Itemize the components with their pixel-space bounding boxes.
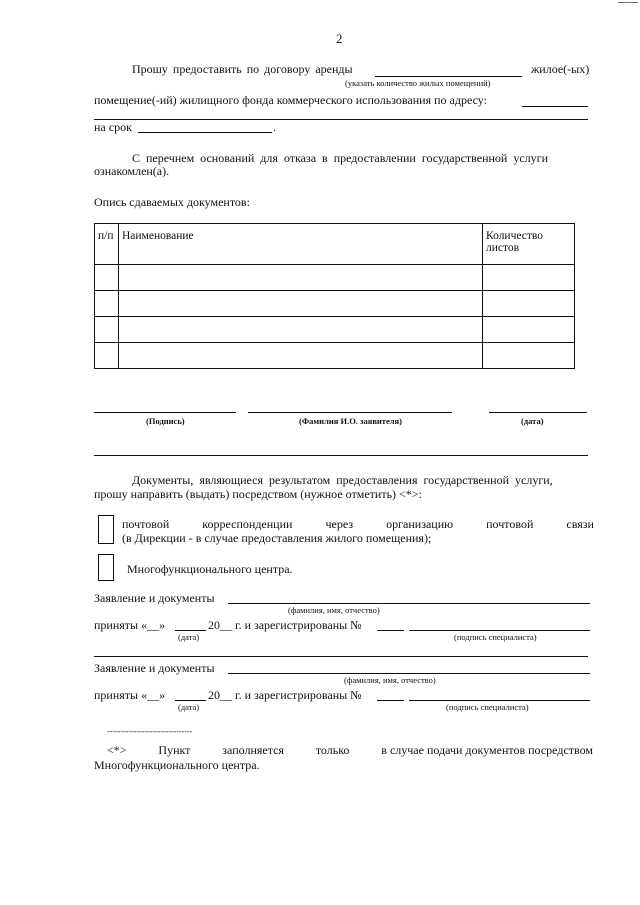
specialist-signature-field[interactable] bbox=[409, 700, 590, 701]
option1-line-2: (в Дирекции - в случае предоставления жилого помещения); bbox=[122, 531, 432, 545]
footnote-word: заполняется bbox=[222, 743, 284, 757]
footnote-line-2: Многофункционального центра. bbox=[94, 758, 260, 772]
postal-checkbox[interactable] bbox=[98, 515, 114, 544]
row-num[interactable] bbox=[95, 343, 119, 369]
row-num[interactable] bbox=[95, 265, 119, 291]
row-qty[interactable] bbox=[483, 343, 575, 369]
row-num[interactable] bbox=[95, 291, 119, 317]
option1-word: организацию bbox=[386, 517, 454, 531]
fio-hint: (Фамилия И.О. заявителя) bbox=[299, 416, 402, 426]
table-row bbox=[95, 317, 575, 343]
acceptance-label: Заявление и документы bbox=[94, 661, 215, 675]
divider-line bbox=[94, 455, 588, 456]
accepted-year-text: 20__ г. и зарегистрированы № bbox=[208, 688, 362, 702]
table-row bbox=[95, 265, 575, 291]
footnote-word: только bbox=[315, 743, 350, 757]
count-field[interactable] bbox=[375, 76, 522, 77]
row-qty[interactable] bbox=[483, 317, 575, 343]
option1-word: связи bbox=[566, 517, 594, 531]
date-hint: (дата) bbox=[521, 416, 544, 426]
acceptance-fio-hint: (фамилия, имя, отчество) bbox=[344, 675, 436, 685]
accepted-month-field[interactable] bbox=[175, 630, 206, 631]
request-line-1-end: жилое(-ых) bbox=[531, 62, 590, 76]
request-text: Прошу предоставить по договору аренды bbox=[132, 62, 353, 76]
page-number: 2 bbox=[336, 31, 343, 46]
refusal-line-1: С перечнем оснований для отказа в предоставлении государственной услуги bbox=[132, 151, 549, 165]
date-field[interactable] bbox=[489, 412, 587, 413]
option1-word: почтовой bbox=[486, 517, 534, 531]
option1-line-1 bbox=[122, 517, 594, 532]
row-name[interactable] bbox=[119, 291, 483, 317]
signature-hint: (Подпись) bbox=[146, 416, 185, 426]
inventory-table bbox=[94, 223, 575, 369]
acceptance-fio-field[interactable] bbox=[228, 603, 590, 604]
specialist-signature-field[interactable] bbox=[409, 630, 590, 631]
acceptance-divider bbox=[94, 656, 588, 657]
row-name[interactable] bbox=[119, 343, 483, 369]
refusal-line-2: ознакомлен(а). bbox=[94, 164, 170, 178]
table-row bbox=[95, 291, 575, 317]
header-qty-line-1: Количество bbox=[486, 230, 543, 242]
header-qty bbox=[483, 224, 575, 265]
address-field-2[interactable] bbox=[94, 119, 588, 120]
acceptance-label: Заявление и документы bbox=[94, 591, 215, 605]
specialist-hint: (подпись специалиста) bbox=[446, 702, 529, 712]
registration-number-field[interactable] bbox=[377, 630, 404, 631]
inventory-title: Опись сдаваемых документов: bbox=[94, 195, 250, 209]
fio-field[interactable] bbox=[248, 412, 452, 413]
option1-word: через bbox=[325, 517, 354, 531]
acceptance-fio-field[interactable] bbox=[228, 673, 590, 674]
accepted-month-field[interactable] bbox=[175, 700, 206, 701]
table-row bbox=[95, 343, 575, 369]
option1-word: почтовой bbox=[122, 517, 170, 531]
accepted-date-hint: (дата) bbox=[178, 632, 200, 642]
accepted-year-text: 20__ г. и зарегистрированы № bbox=[208, 618, 362, 632]
header-num: п/п bbox=[95, 224, 119, 265]
term-label: на срок bbox=[94, 120, 132, 134]
mfc-checkbox[interactable] bbox=[98, 554, 114, 581]
footnote-word: <*> bbox=[107, 743, 127, 757]
term-field[interactable] bbox=[138, 132, 272, 133]
header-name: Наименование bbox=[119, 224, 483, 265]
row-qty[interactable] bbox=[483, 291, 575, 317]
specialist-hint: (подпись специалиста) bbox=[454, 632, 537, 642]
address-field[interactable] bbox=[522, 106, 588, 107]
delivery-line-2: прошу направить (выдать) посредством (нужное отметить) <*>: bbox=[94, 487, 422, 501]
option2-label: Многофункционального центра. bbox=[127, 562, 293, 576]
acceptance-fio-hint: (фамилия, имя, отчество) bbox=[288, 605, 380, 615]
footnote-line-1 bbox=[107, 743, 593, 758]
accepted-day: приняты «__» bbox=[94, 618, 166, 632]
header-qty-line-2: листов bbox=[486, 242, 520, 254]
count-hint: (указать количество жилых помещений) bbox=[345, 78, 491, 88]
footnote-word: Пункт bbox=[158, 743, 191, 757]
row-name[interactable] bbox=[119, 265, 483, 291]
accepted-date-hint: (дата) bbox=[178, 702, 200, 712]
accepted-day: приняты «__» bbox=[94, 688, 166, 702]
request-line-2: помещение(-ий) жилищного фонда коммерческого использования по адресу: bbox=[94, 93, 487, 107]
signature-field[interactable] bbox=[94, 412, 236, 413]
table-header-row bbox=[95, 224, 575, 265]
request-line-1 bbox=[132, 62, 372, 77]
row-name[interactable] bbox=[119, 317, 483, 343]
term-end: . bbox=[273, 120, 276, 134]
footnote-word: в случае подачи документов посредством bbox=[381, 743, 593, 757]
option1-word: корреспонденции bbox=[202, 517, 293, 531]
delivery-line-1: Документы, являющиеся результатом предоставления государственной услуги, bbox=[132, 473, 553, 487]
footnote-separator: -------------------------------- bbox=[107, 727, 193, 736]
row-num[interactable] bbox=[95, 317, 119, 343]
corner-mark bbox=[618, 2, 638, 3]
row-qty[interactable] bbox=[483, 265, 575, 291]
registration-number-field[interactable] bbox=[377, 700, 404, 701]
